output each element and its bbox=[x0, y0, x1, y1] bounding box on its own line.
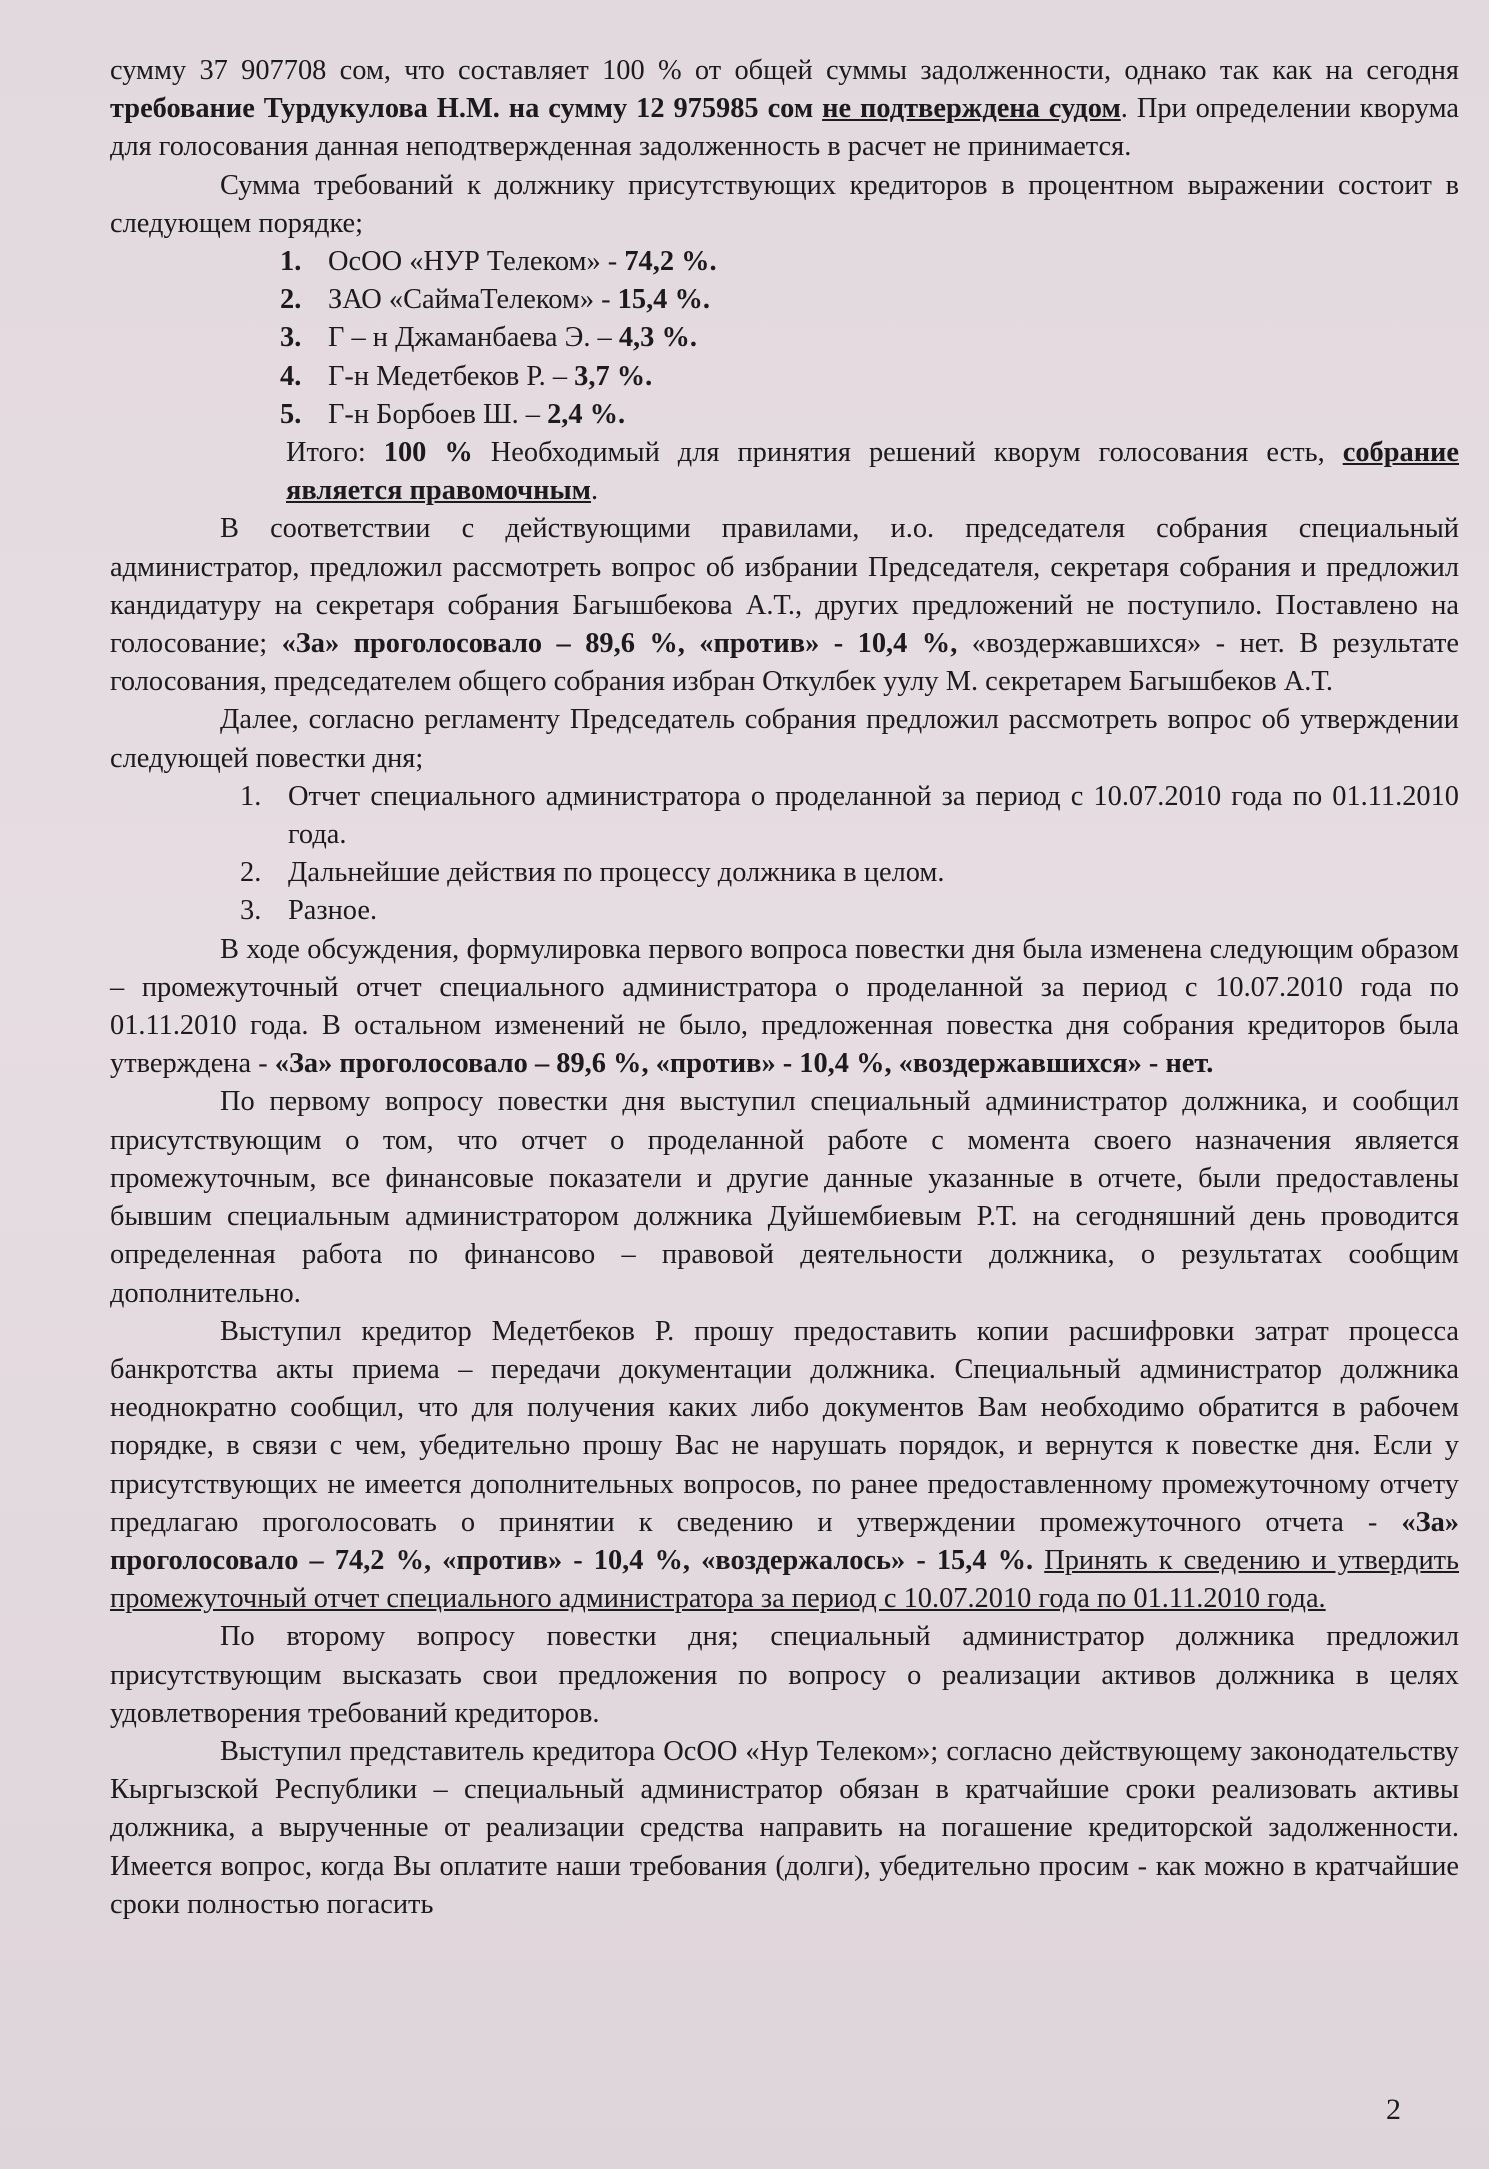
paragraph-nur-telecom: Выступил представитель кредитора ОсОО «Нур Телеком»; согласно действующему законодательству Кыргызской Республики – специальный администратор обязан в кратчайшие сроки реализовать активы должника, а вырученные от реализации средства направить на погашение кредиторской задолженности. Имеется вопрос, когда Вы оплатите наши требования (долги), убедительно просим - как можно в кратчайшие сроки полностью погасить bbox=[110, 1735, 1459, 1920]
paragraph-total bbox=[110, 434, 1459, 510]
agenda-item bbox=[240, 892, 1459, 930]
creditor-item bbox=[280, 319, 1459, 357]
list-number: 2. bbox=[280, 284, 302, 316]
agenda-item bbox=[240, 778, 1459, 854]
underline-span: Принять к сведению и утвердить промежуточный отчет специального администратора за период с 10.07.2010 года по 01.11.2010 года. bbox=[110, 1544, 1459, 1615]
paragraph-second-question: По второму вопросу повестки дня; специальный администратор должника предложил присутствующим высказать свои предложения по вопросу о реализации активов должника в целях удовлетворения требований кредиторов. bbox=[110, 1621, 1459, 1729]
paragraph-agenda-intro: Далее, согласно регламенту Председатель собрания предложил рассмотреть вопрос об утверждении следующей повестки дня; bbox=[110, 704, 1459, 774]
creditor-item bbox=[280, 243, 1459, 281]
text-span: В ходе обсуждения, формулировка первого вопроса повестки дня была изменена следующим образом – промежуточный отчет специального администратора о проделанной за период с 10.07.2010 года по 01.11.2010 года. В остальном изменений не было, предложенная повестка дня собрания кредиторов была утверждена - bbox=[110, 933, 1459, 1080]
text-span: «воздержавшихся» - нет. В результате голосования, председателем общего собрания избран Откулбек уулу М. секретарем Багышбеков А.Т. bbox=[110, 628, 1459, 698]
creditor-percent: 74,2 %. bbox=[624, 246, 717, 278]
bold-span: «За» проголосовало – 74,2 %, «против» - 10,4 %, «воздержалось» - 15,4 %. bbox=[110, 1506, 1459, 1576]
text-span: сумму 37 907708 сом, что составляет 100 % от общей суммы задолженности, однако так как на сегодня bbox=[110, 55, 1459, 86]
paragraph-chair-election bbox=[110, 510, 1459, 701]
paragraph-creditor-request bbox=[110, 1313, 1459, 1619]
bold-span: «За» проголосовало – 89,6 %, «против» - 10,4 %, «воздержавшихся» - нет. bbox=[274, 1048, 1214, 1080]
creditor-item bbox=[280, 396, 1459, 434]
agenda-item bbox=[240, 854, 1459, 892]
bold-underline-span: не подтверждена судом bbox=[822, 93, 1121, 125]
creditor-percent: 2,4 %. bbox=[547, 398, 626, 430]
bold-span: требование Турдукулова Н.М. на сумму 12 975985 сом bbox=[110, 93, 823, 125]
creditor-name: ОсОО «НУР Телеком» - bbox=[328, 246, 625, 278]
list-number: 1. bbox=[240, 780, 262, 812]
text-span bbox=[1033, 1545, 1044, 1576]
list-number: 3. bbox=[280, 322, 302, 354]
text-span: Выступил кредитор Медетбеков Р. прошу предоставить копии расшифровки затрат процесса банкротства акты приема – передачи документации должника. Специальный администратор должника неоднократно сообщил, что для получения каких либо документов Вам необходимо обратится в рабочем порядке, в связи с чем, убедительно прошу Вас не нарушать порядок, и вернутся к повестке дня. Если у присутствующих не имеется дополнительных вопросов, по ранее предоставленному промежуточному отчету предлагаю проголосовать о принятии к сведению и утверждении промежуточного отчета - bbox=[110, 1315, 1459, 1538]
creditor-percent: 15,4 %. bbox=[617, 284, 710, 316]
agenda-text: Разное. bbox=[288, 895, 378, 927]
list-number: 4. bbox=[280, 360, 302, 392]
bold-span: 100 % bbox=[383, 437, 491, 469]
text-span: . bbox=[591, 475, 599, 507]
creditor-name: Г-н Борбоев Ш. – bbox=[328, 398, 548, 430]
creditor-item bbox=[280, 358, 1459, 396]
agenda-text: Отчет специального администратора о проделанной за период с 10.07.2010 года по 01.11.2010 года. bbox=[288, 780, 1459, 851]
paragraph-agenda-approval bbox=[110, 931, 1459, 1084]
text-span: Итого: bbox=[286, 437, 384, 469]
creditor-item bbox=[280, 281, 1459, 319]
list-number: 3. bbox=[240, 895, 262, 927]
text-span: В соответствии с действующими правилами, и.о. председателя собрания специальный администратор, предложил рассмотреть вопрос об избрании Председателя, секретаря собрания и предложил кандидатуру на секретаря собрания Багышбекова А.Т., других предложений не поступило. Поставлено на голосование; bbox=[110, 513, 1459, 660]
agenda-text: Дальнейшие действия по процессу должника в целом. bbox=[288, 857, 945, 889]
paragraph-first-question: По первому вопросу повестки дня выступил специальный администратор должника, и сообщил присутствующим о том, что отчет о проделанной работе с момента своего назначения является промежуточным, все финансовые показатели и другие данные указанные в отчете, были предоставлены бывшим специальным администратором должника Дуйшембиевым Р.Т. на сегодняшний день проводится определенная работа по финансово – правовой деятельности должника, о результатах сообщим дополнительно. bbox=[110, 1086, 1459, 1309]
creditor-name: ЗАО «СаймаТелеком» - bbox=[328, 284, 618, 316]
list-number: 5. bbox=[280, 398, 302, 430]
creditor-name: Г-н Медетбеков Р. – bbox=[328, 360, 575, 392]
paragraph-creditors-intro: Сумма требований к должнику присутствующих кредиторов в процентном выражении состоит в следующем порядке; bbox=[110, 169, 1459, 239]
list-number: 2. bbox=[240, 857, 262, 889]
text-span: . При определении кворума для голосования данная неподтвержденная задолженность в расчет не принимается. bbox=[110, 93, 1459, 163]
paragraph-debt-total bbox=[110, 52, 1459, 167]
creditors-list bbox=[110, 243, 1459, 434]
creditor-percent: 4,3 %. bbox=[618, 322, 697, 354]
creditor-name: Г – н Джаманбаева Э. – bbox=[328, 322, 619, 354]
bold-span: «За» проголосовало – 89,6 %, «против» - 10,4 %, bbox=[281, 628, 958, 660]
bold-underline-span: собрание является правомочным bbox=[286, 437, 1460, 507]
agenda-list bbox=[110, 778, 1459, 931]
document-body bbox=[110, 52, 1459, 1924]
list-number: 1. bbox=[280, 246, 302, 278]
page-number: 2 bbox=[1386, 2093, 1401, 2126]
text-span: Необходимый для принятия решений кворум голосования есть, bbox=[490, 437, 1343, 469]
creditor-percent: 3,7 %. bbox=[574, 360, 653, 392]
